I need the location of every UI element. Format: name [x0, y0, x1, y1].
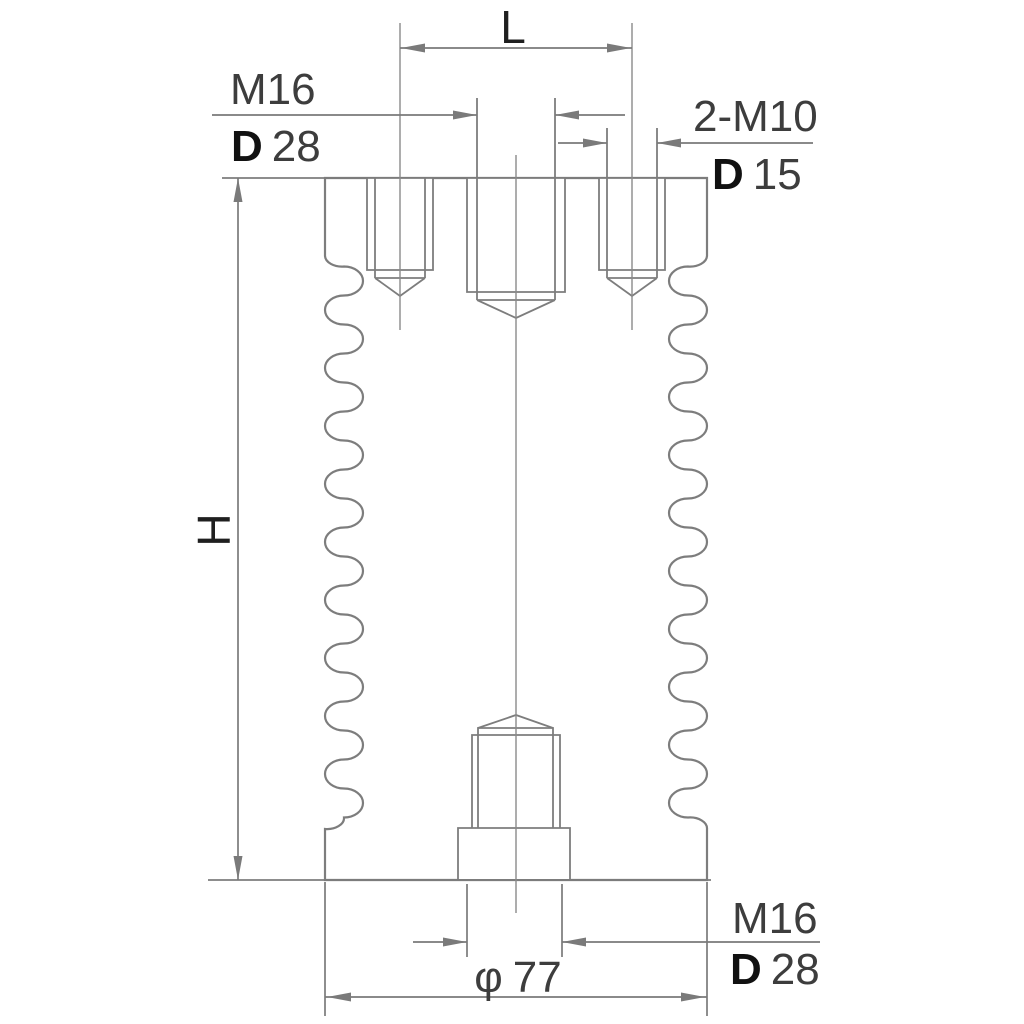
- label-top-m16: M16: [230, 65, 316, 114]
- diameter-value: 15: [752, 150, 802, 199]
- arrowhead: [583, 139, 607, 148]
- diameter-prefix: D: [712, 150, 744, 199]
- label-L: L: [500, 1, 526, 53]
- label-top-d28: [231, 122, 321, 171]
- label-2-m10: 2-M10: [693, 92, 818, 141]
- label-bottom-d28: [730, 945, 820, 994]
- arrowhead: [234, 178, 243, 202]
- diameter-prefix: D: [730, 945, 762, 994]
- diameter-symbol: φ: [474, 953, 503, 1002]
- arrowhead: [681, 993, 705, 1002]
- arrowhead: [401, 44, 425, 53]
- label-phi77: [474, 953, 561, 1002]
- arrowhead: [555, 111, 579, 120]
- diameter-value: 28: [271, 122, 321, 171]
- arrowhead: [562, 938, 586, 947]
- arrowhead: [234, 856, 243, 880]
- arrowhead: [657, 139, 681, 148]
- arrowhead: [327, 993, 351, 1002]
- arrowhead: [453, 111, 477, 120]
- arrowhead: [443, 938, 467, 947]
- label-bottom-m16: M16: [732, 894, 818, 943]
- label-d15: [712, 150, 802, 199]
- diameter-value: 77: [512, 953, 562, 1002]
- arrowhead: [607, 44, 631, 53]
- bottom-insert: [458, 715, 570, 880]
- diameter-value: 28: [770, 945, 820, 994]
- extension-lines-bottom-insert: [467, 884, 562, 957]
- label-H: H: [188, 513, 240, 547]
- diameter-prefix: D: [231, 122, 263, 171]
